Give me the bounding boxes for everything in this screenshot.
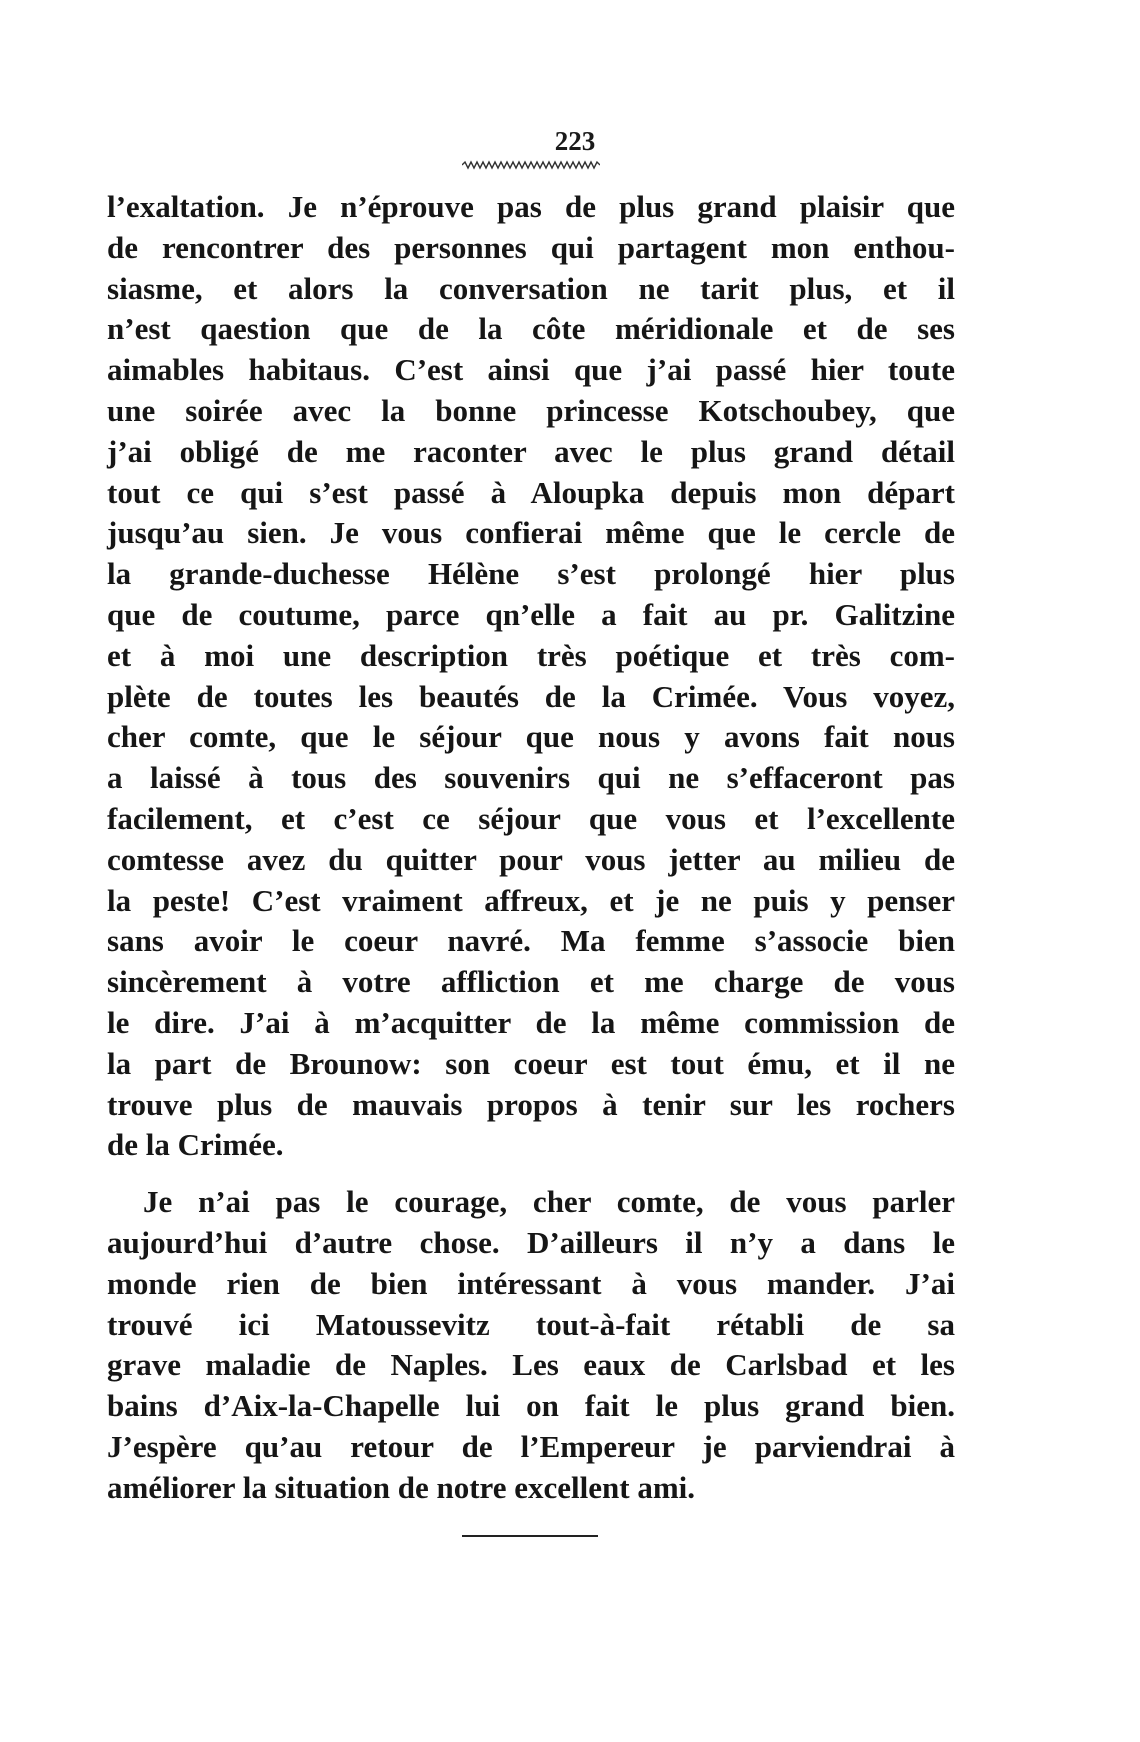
paragraph [107, 1182, 955, 1508]
text-line: tout ce qui s’est passé à Aloupka depuis mon départ [107, 474, 955, 510]
text-line: trouve plus de mauvais propos à tenir sur les rochers [107, 1086, 955, 1122]
text-line: jusqu’au sien. Je vous confierai même que le cercle de [107, 515, 955, 551]
paragraph-gap [107, 1166, 955, 1182]
text-line: j’ai obligé de me raconter avec le plus grand détail [107, 433, 955, 469]
text-line: comtesse avez du quitter pour vous jetter au milieu de [107, 841, 955, 877]
text-line: de rencontrer des personnes qui partagent mon enthou- [107, 229, 955, 265]
body-text [107, 187, 955, 1509]
text-line: J’espère qu’au retour de l’Empereur je parviendrai à [107, 1428, 955, 1464]
text-line: n’est qaestion que de la côte méridionale et de ses [107, 311, 955, 347]
text-line: améliorer la situation de notre excellent ami. [107, 1469, 696, 1505]
text-line: que de coutume, parce qn’elle a fait au pr. Galitzine [107, 596, 955, 632]
text-line: siasme, et alors la conversation ne tarit plus, et il [107, 270, 955, 306]
text-line: aujourd’hui d’autre chose. D’ailleurs il n’y a dans le [107, 1224, 955, 1260]
paragraph [107, 187, 955, 1166]
page-number-wavy-rule [462, 160, 600, 170]
text-line: la part de Brounow: son coeur est tout ému, et il ne [107, 1045, 955, 1081]
text-line: de la Crimée. [107, 1127, 284, 1163]
text-line: monde rien de bien intéressant à vous mander. J’ai [107, 1265, 955, 1301]
text-line: grave maladie de Naples. Les eaux de Carlsbad et les [107, 1347, 955, 1383]
end-rule [462, 1535, 598, 1537]
text-line: le dire. J’ai à m’acquitter de la même commission de [107, 1004, 955, 1040]
text-line: plète de toutes les beautés de la Crimée. Vous voyez, [107, 678, 955, 714]
text-line: trouvé ici Matoussevitz tout-à-fait rétabli de sa [107, 1306, 955, 1342]
text-line: Je n’ai pas le courage, cher comte, de vous parler [143, 1184, 955, 1220]
text-line: la grande-duchesse Hélène s’est prolongé hier plus [107, 556, 955, 592]
text-line: l’exaltation. Je n’éprouve pas de plus grand plaisir que [107, 189, 955, 224]
text-line: bains d’Aix-la-Chapelle lui on fait le plus grand bien. [107, 1388, 955, 1424]
text-line: la peste! C’est vraiment affreux, et je ne puis y penser [107, 882, 955, 918]
text-line: et à moi une description très poétique et très com- [107, 637, 955, 673]
text-line: sans avoir le coeur navré. Ma femme s’associe bien [107, 923, 955, 959]
text-line: a laissé à tous des souvenirs qui ne s’effaceront pas [107, 760, 955, 796]
text-line: facilement, et c’est ce séjour que vous et l’excellente [107, 800, 955, 836]
text-line: une soirée avec la bonne princesse Kotschoubey, que [107, 392, 955, 428]
text-line: sincèrement à votre affliction et me charge de vous [107, 964, 955, 1000]
text-line: aimables habitaus. C’est ainsi que j’ai passé hier toute [107, 352, 955, 388]
page-number: 223 [554, 126, 596, 156]
text-line: cher comte, que le séjour que nous y avons fait nous [107, 719, 955, 755]
